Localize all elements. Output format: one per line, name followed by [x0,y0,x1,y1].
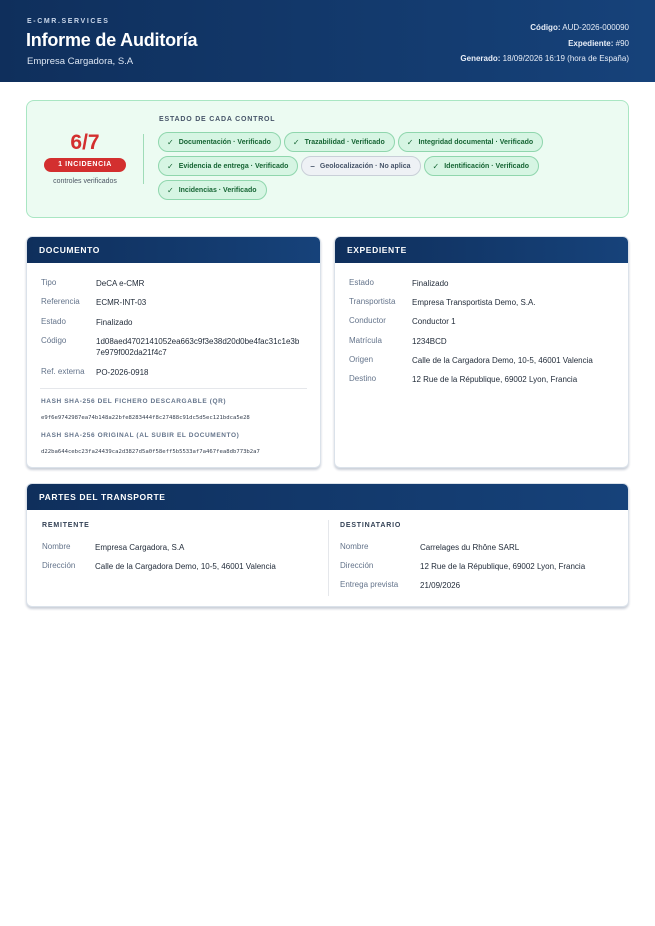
field-label: Ref. externa [41,366,85,376]
check-icon: ✓ [167,185,174,195]
field-label: Destino [349,374,377,383]
remitente-title: REMITENTE [42,522,90,529]
field-value: 12 Rue de la République, 69002 Lyon, Francia [412,375,578,384]
field-label: Estado [41,316,66,326]
field-value: 21/09/2026 [420,581,461,591]
field-label: Estado [349,278,374,287]
field-value: Calle de la Cargadora Demo, 10-5, 46001 Valencia [95,562,276,572]
control-chip-label: Trazabilidad · Verificado [304,138,385,146]
control-chip [158,180,267,200]
expediente-card [334,236,629,468]
partes-divider [328,520,329,596]
control-chip [424,156,540,176]
field-value: Finalizado [96,317,133,327]
control-chip [301,156,420,176]
control-chip-label: Geolocalización · No aplica [319,162,411,170]
expediente-line [460,36,629,52]
field-value: 12 Rue de la République, 69002 Lyon, Francia [420,562,586,572]
incident-badge: 1 INCIDENCIA [44,158,126,172]
expediente-card-title: EXPEDIENTE [335,237,628,263]
hash-qr-value: e9f6e9742987ea74b148a22bfe8283444f8c27488c91dc5d5ec121bdca5e28 [41,415,250,421]
field-label: Dirección [42,561,76,571]
summary-divider [143,134,144,184]
report-code-label: Código: [530,23,561,32]
control-chip [398,132,543,152]
field-label: Transportista [349,297,396,307]
field-value: Conductor 1 [412,317,456,327]
field-value: Carrelages du Rhône SARL [420,543,520,552]
dash-icon: – [310,161,315,171]
hash-original-value: d22ba644cebc23fa24439ca2d3827d5a0f58eff5b5533af7a467fea8db773b2a7 [41,449,260,455]
control-chip-label: Evidencia de entrega · Verificado [178,162,289,170]
field-label: Dirección [340,561,374,571]
expediente-number: #90 [615,38,629,48]
field-label: Referencia [41,297,80,307]
field-value-continued: 7e979f002da21f4c7 [96,348,167,358]
control-chip-list [158,132,620,200]
check-icon: ✓ [432,161,440,171]
field-label: Tipo [41,278,57,287]
hash-qr-label: HASH SHA-256 DEL FICHERO DESCARGABLE (QR) [41,398,227,405]
field-label: Nombre [340,542,369,551]
report-meta [460,20,629,67]
report-code-line [460,20,629,36]
brand-name: E-CMR.SERVICES [27,18,110,25]
field-value: PO-2026-0918 [96,367,149,377]
destinatario-title: DESTINATARIO [340,522,402,529]
field-label: Conductor [349,316,386,326]
check-icon: ✓ [406,137,414,147]
partes-card [26,483,629,607]
partes-card-title: PARTES DEL TRANSPORTE [27,484,628,510]
control-chip-label: Integridad documental · Verificado [418,138,534,146]
generated-date: 18/09/2026 16:19 (hora de España) [502,54,629,63]
field-value: Empresa Cargadora, S.A [95,543,185,552]
page-title: Informe de Auditoría [26,30,198,50]
expediente-label: Expediente: [568,38,614,48]
control-chip [158,156,298,176]
hash-divider [40,388,307,389]
control-chip-label: Documentación · Verificado [178,138,271,146]
check-icon: ✓ [167,137,174,147]
generated-line [460,51,629,67]
field-label: Origen [349,354,374,364]
field-value: DeCA e-CMR [96,279,145,288]
documento-card-title: DOCUMENTO [27,237,320,263]
score-caption: controles verificados [53,178,117,185]
check-icon: ✓ [292,137,300,147]
field-value: 1234BCD [412,336,447,346]
check-icon: ✓ [167,161,174,171]
controls-title: ESTADO DE CADA CONTROL [159,116,276,123]
control-chip [284,132,395,152]
field-label: Entrega prevista [340,580,399,590]
control-chip-label: Incidencias · Verificado [178,186,257,194]
field-value: Calle de la Cargadora Demo, 10-5, 46001 Valencia [412,355,593,365]
company-name: Empresa Cargadora, S.A [27,56,134,67]
report-code: AUD-2026-000090 [562,23,629,32]
field-value: 1d08aed4702141052ea663c9f3e38d20d0be4fac31c1e3b [96,336,300,346]
field-value: ECMR-INT-03 [96,298,147,308]
audit-summary [26,100,629,218]
generated-label: Generado: [460,54,501,63]
controls-score: 6/7 [70,131,100,154]
hash-original-label: HASH SHA-256 ORIGINAL (AL SUBIR EL DOCUMENTO) [41,432,240,439]
field-label: Nombre [42,542,71,551]
control-chip [158,132,281,152]
field-label: Código [41,335,67,345]
report-header [0,0,655,82]
documento-card [26,236,321,468]
field-value: Finalizado [412,279,449,288]
control-chip-label: Identificación · Verificado [444,162,530,170]
field-value: Empresa Transportista Demo, S.A. [412,298,536,308]
field-label: Matrícula [349,335,382,345]
